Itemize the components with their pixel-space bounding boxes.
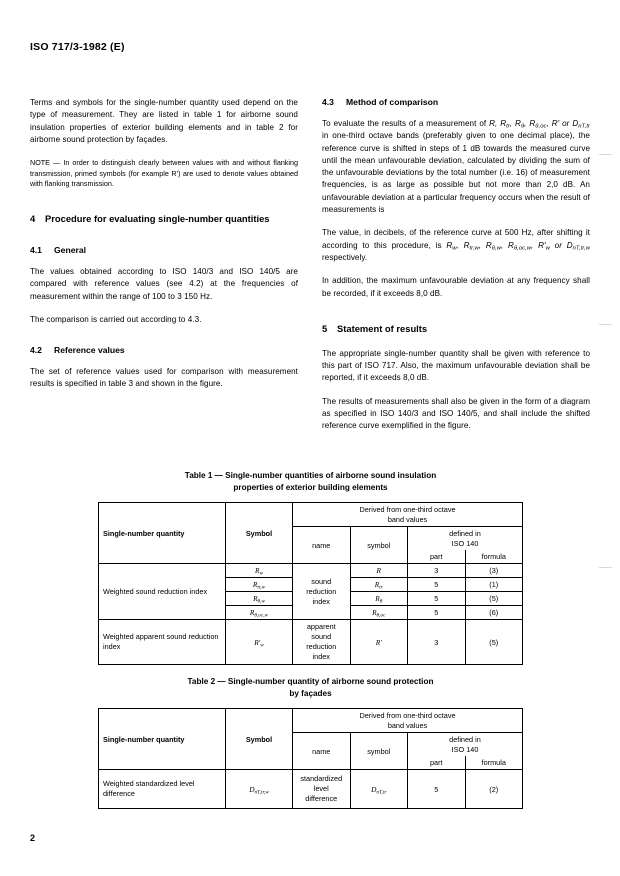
table-2-symbol-sub: nT,tr,w	[254, 788, 269, 795]
table-1-header-formula: formula	[465, 550, 523, 564]
heading-clause-4-3	[322, 97, 590, 107]
table-2-header-defined-line-2: ISO 140	[451, 744, 479, 754]
table-1-symbol2-base: R	[372, 608, 377, 617]
scan-edge-mark	[599, 154, 612, 155]
table-2-symbol-cell	[226, 770, 293, 809]
table-1-symbol2-sub: tr	[379, 584, 383, 591]
heading-clause-5-number: 5	[322, 322, 328, 334]
right-column	[322, 97, 590, 444]
table-2-header-defined-line-1: defined in	[449, 735, 481, 744]
table-1-part-cell: 3	[408, 620, 466, 665]
heading-clause-4-1-title: General	[54, 244, 87, 255]
table-1-group-2-quantity: Weighted apparent sound reduction index	[99, 620, 226, 665]
table-2-symbol2-base: D	[371, 784, 377, 794]
table-2-caption-line-2: by façades	[289, 688, 332, 698]
table-1-group-1-name: sound reduction index	[293, 564, 351, 620]
scan-edge-mark	[599, 324, 612, 325]
heading-clause-4-3-number: 4.3	[322, 97, 334, 107]
table-1-symbol2-base: R	[376, 566, 381, 575]
heading-clause-4-1	[30, 245, 298, 255]
table-1-symbol-sub: w	[260, 641, 264, 648]
table-1-symbol2-cell	[350, 620, 408, 665]
table-1-symbol2-sub: θ	[379, 598, 383, 605]
table-1-header-symbol: Symbol	[226, 503, 293, 564]
table-1-symbol2-base: R′	[375, 637, 382, 647]
table-1-symbol2-cell	[350, 578, 408, 592]
heading-clause-5	[322, 322, 590, 336]
table-1-header-defined-line-2: ISO 140	[451, 538, 479, 548]
paragraph-reference-curve-value	[322, 227, 590, 264]
left-column	[30, 97, 298, 444]
table-1-header-name: name	[293, 527, 351, 564]
paragraph-reference-curve-value-post: respectively.	[322, 252, 368, 262]
table-1-formula-cell: (5)	[465, 592, 523, 606]
table-1-formula-cell: (3)	[465, 564, 523, 578]
table-1-header-derived	[293, 503, 523, 527]
table-1-formula-cell: (6)	[465, 606, 523, 620]
scan-edge-mark	[599, 567, 612, 568]
table-1-part-cell: 5	[408, 592, 466, 606]
inline-symbol-list-weighted: $R_w$, $R_{tr,w}$, $R_{\theta,w}$, $R_{\theta,oc,w}$, $R'_w$ or $D_{nT,tr,w}$	[446, 240, 590, 252]
table-2-header-derived-line-1: Derived from one-third octave	[359, 711, 456, 720]
paragraph-comparison-carried-out: The comparison is carried out according to 4.3.	[30, 314, 202, 324]
table-2-header-row-1	[99, 709, 523, 733]
table-1-block	[98, 470, 523, 665]
table-2	[98, 708, 523, 809]
table-1-symbol-base: R′	[254, 637, 261, 647]
table-1-header-defined-line-1: defined in	[449, 529, 481, 538]
table-1-symbol-base: R	[252, 580, 258, 589]
paragraph-results-diagram: The results of measurements shall also be given in the form of a diagram as specified in ISO 140/3 and ISO 140/5, and shall include the shifted reference curve exemplified in the figure.	[322, 396, 590, 431]
table-1-header-row-1	[99, 503, 523, 527]
table-row	[99, 770, 523, 809]
heading-clause-5-title: Statement of results	[337, 322, 428, 334]
table-2-header-quantity: Single-number quantity	[99, 709, 226, 770]
table-1-header-derived-line-2: band values	[387, 514, 428, 524]
note-flanking-transmission: NOTE — In order to distinguish clearly between values with and without flanking transmission, primed symbols (for example R') are used to denote values obtained with flanking transmission.	[30, 158, 298, 189]
table-1-header-part: part	[408, 550, 466, 564]
paragraph-evaluate-results	[322, 118, 590, 216]
table-1-symbol-cell	[226, 620, 293, 665]
paragraph-evaluate-results-pre: To evaluate the results of a measurement of	[322, 119, 490, 128]
table-2-block	[98, 676, 523, 809]
table-1-symbol2-cell	[350, 564, 408, 578]
table-2-header-derived	[293, 709, 523, 733]
heading-clause-4-title: Procedure for evaluating single-number quantities	[45, 212, 270, 224]
table-2-name-cell: standardized level difference	[293, 770, 351, 809]
table-1-group-1-quantity: Weighted sound reduction index	[99, 564, 226, 620]
heading-clause-4-2-number: 4.2	[30, 345, 42, 356]
table-2-header-defined	[408, 733, 523, 757]
two-column-body	[30, 97, 590, 444]
table-1-symbol-base: R	[249, 608, 255, 617]
table-2-header-symbol2: symbol	[350, 733, 408, 770]
table-row	[99, 564, 523, 578]
table-2-quantity-cell: Weighted standardized level difference	[99, 770, 226, 809]
table-1-symbol-sub: θ,oc,w	[254, 612, 269, 619]
table-2-header-part: part	[408, 756, 466, 770]
table-1-symbol-sub: tr,w	[257, 584, 266, 591]
table-2-symbol2-cell	[350, 770, 408, 809]
heading-clause-4-number: 4	[30, 212, 36, 224]
table-1-symbol-sub: θ,w	[257, 598, 265, 605]
table-1-symbol-base: R	[255, 566, 260, 575]
table-1-symbol-cell	[226, 606, 293, 620]
paragraph-reference-curve-value-pre: The value, in decibels, of the reference curve at 500 Hz, after shifting it according to this procedure, is	[322, 228, 590, 250]
heading-clause-4	[30, 212, 298, 226]
document-header: ISO 717/3-1982 (E)	[30, 41, 125, 53]
table-1-part-cell: 5	[408, 606, 466, 620]
paragraph-values-obtained: The values obtained according to ISO 140/3 and ISO 140/5 are compared with reference values (see 4.2) at the frequencies of measurement within the range of 100 to 3 150 Hz.	[30, 266, 298, 301]
table-1-header-defined	[408, 527, 523, 551]
table-2-header-derived-line-2: band values	[387, 720, 428, 730]
table-row	[99, 620, 523, 665]
table-1-caption-line-1: Table 1 — Single-number quantities of airborne sound insulation	[184, 471, 437, 480]
table-2-part-cell: 5	[408, 770, 466, 809]
table-2-formula-cell: (2)	[465, 770, 523, 809]
table-1-symbol-sub: w	[259, 570, 263, 577]
table-1-header-quantity: Single-number quantity	[99, 503, 226, 564]
heading-clause-4-2	[30, 345, 298, 355]
table-1-caption-line-2: properties of exterior building elements	[233, 482, 388, 492]
table-1-symbol-cell	[226, 592, 293, 606]
table-1-header-derived-line-1: Derived from one-third octave	[359, 505, 456, 514]
table-1-symbol-cell	[226, 578, 293, 592]
table-1-symbol2-base: R	[375, 594, 380, 603]
paragraph-max-unfavourable-deviation: In addition, the maximum unfavourable deviation at any frequency shall be recorded, if it exceeds 8,0 dB.	[322, 276, 590, 298]
table-1-symbol2-cell	[350, 592, 408, 606]
table-2-caption	[98, 676, 523, 699]
table-1-caption	[98, 470, 523, 493]
table-1-part-cell: 5	[408, 578, 466, 592]
table-1-symbol-cell	[226, 564, 293, 578]
table-1-symbol2-base: R	[374, 580, 380, 589]
table-1	[98, 502, 523, 665]
table-1-symbol2-sub: θ,oc	[376, 612, 386, 619]
table-1-symbol2-cell	[350, 606, 408, 620]
table-2-symbol2-sub: nT,tr	[376, 788, 387, 795]
table-2-caption-line-1: Table 2 — Single-number quantity of airborne sound protection	[187, 677, 434, 686]
inline-symbol-list-measurement: R, $R_{tr}$, $R_\theta$, $R_{\theta,oc}$, R' or $D_{nT,tr}$	[489, 119, 590, 130]
table-2-header-formula: formula	[465, 756, 523, 770]
table-1-part-cell: 3	[408, 564, 466, 578]
table-2-symbol-base: D	[249, 784, 255, 794]
table-1-group-2-name: apparent sound reduction index	[293, 620, 351, 665]
heading-clause-4-1-number: 4.1	[30, 244, 42, 255]
heading-clause-4-3-title: Method of comparison	[346, 97, 439, 107]
paragraph-reference-values-set: The set of reference values used for comparison with measurement results is specified in table 3 and shown in the figure.	[30, 367, 298, 389]
paragraph-terms-and-symbols: Terms and symbols for the single-number quantity used depend on the type of measurement. They are listed in table 1 for airborne sound insulation properties of exterior building elements and in table 2 for airborne sound protection by façades.	[30, 98, 298, 144]
table-1-header-symbol2: symbol	[350, 527, 408, 564]
table-1-formula-cell: (1)	[465, 578, 523, 592]
page-number: 2	[30, 833, 36, 843]
heading-clause-4-2-title: Reference values	[54, 345, 125, 356]
table-2-header-symbol: Symbol	[226, 709, 293, 770]
table-1-symbol-base: R	[253, 594, 258, 603]
table-1-formula-cell: (5)	[465, 620, 523, 665]
paragraph-evaluate-results-post: in one-third octave bands (preferably given to one decimal place), the reference curve is shifted in steps of 1 dB towards the measured curve until the mean unfavourable deviation, calculated by dividing the sum of the unfavourable deviations by the total number (i.e. 16) of measurement frequencies, is as large as possible but not more than 2,0 dB. An unfavourable deviation at a particular frequency occurs when the result of measurements is	[322, 131, 590, 215]
paragraph-appropriate-quantity: The appropriate single-number quantity shall be given with reference to this part of ISO 717. Also, the maximum unfavourable deviation shall be reported, if it exceeds 8,0 dB.	[322, 348, 590, 383]
table-2-header-name: name	[293, 733, 351, 770]
